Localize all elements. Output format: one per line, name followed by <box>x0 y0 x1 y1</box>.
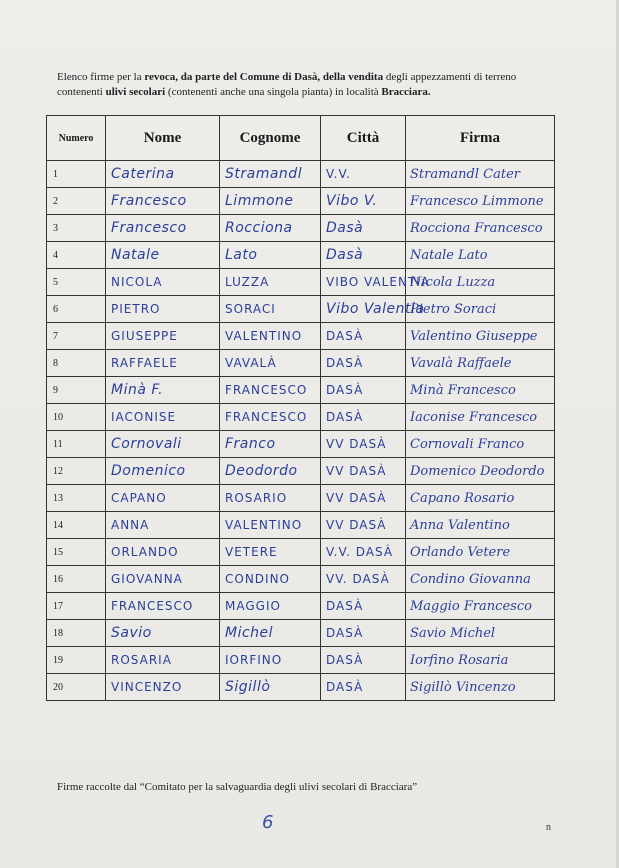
row-cognome: IORFINO <box>220 647 321 674</box>
row-number: 6 <box>47 296 106 323</box>
row-cognome: LUZZA <box>220 269 321 296</box>
row-number: 8 <box>47 350 106 377</box>
table-row <box>47 269 555 296</box>
intro-paragraph <box>57 70 557 100</box>
row-number: 3 <box>47 215 106 242</box>
signature-table <box>46 115 555 701</box>
row-nome: GIUSEPPE <box>106 323 220 350</box>
row-cognome: VALENTINO <box>220 512 321 539</box>
table-row <box>47 566 555 593</box>
table-row <box>47 323 555 350</box>
row-nome: Caterina <box>106 161 220 188</box>
row-citta: DASÀ <box>321 404 406 431</box>
intro-bold-2: ulivi secolari <box>105 86 166 98</box>
row-cognome: VETERE <box>220 539 321 566</box>
row-citta: DASÀ <box>321 377 406 404</box>
row-firma: Francesco Limmone <box>406 188 555 215</box>
row-firma: Cornovali Franco <box>406 431 555 458</box>
row-cognome: Lato <box>220 242 321 269</box>
row-nome: FRANCESCO <box>106 593 220 620</box>
table-row <box>47 431 555 458</box>
corner-mark: n <box>546 822 551 833</box>
row-firma: Domenico Deodordo <box>406 458 555 485</box>
row-number: 9 <box>47 377 106 404</box>
row-nome: NICOLA <box>106 269 220 296</box>
row-citta: VV DASÀ <box>321 458 406 485</box>
row-nome: Domenico <box>106 458 220 485</box>
row-citta: V.V. <box>321 161 406 188</box>
row-cognome: VALENTINO <box>220 323 321 350</box>
row-number: 20 <box>47 674 106 701</box>
row-firma: Iorfino Rosaria <box>406 647 555 674</box>
row-citta: VV DASÀ <box>321 485 406 512</box>
row-firma: Rocciona Francesco <box>406 215 555 242</box>
table-row <box>47 296 555 323</box>
row-cognome: FRANCESCO <box>220 404 321 431</box>
row-firma: Iaconise Francesco <box>406 404 555 431</box>
row-cognome: ROSARIO <box>220 485 321 512</box>
table-row <box>47 404 555 431</box>
row-firma: Sigillò Vincenzo <box>406 674 555 701</box>
row-citta: VV DASÀ <box>321 512 406 539</box>
table-row <box>47 647 555 674</box>
row-firma: Savio Michel <box>406 620 555 647</box>
row-nome: Natale <box>106 242 220 269</box>
row-firma: Natale Lato <box>406 242 555 269</box>
row-citta: Dasà <box>321 215 406 242</box>
row-cognome: SORACI <box>220 296 321 323</box>
row-nome: CAPANO <box>106 485 220 512</box>
row-citta: DASÀ <box>321 323 406 350</box>
table-row <box>47 539 555 566</box>
table-row <box>47 350 555 377</box>
row-number: 13 <box>47 485 106 512</box>
row-nome: ORLANDO <box>106 539 220 566</box>
header-firma: Firma <box>406 116 555 161</box>
row-citta: DASÀ <box>321 647 406 674</box>
row-cognome: Stramandl <box>220 161 321 188</box>
row-nome: Francesco <box>106 188 220 215</box>
row-nome: Francesco <box>106 215 220 242</box>
row-number: 11 <box>47 431 106 458</box>
row-firma: Stramandl Cater <box>406 161 555 188</box>
table-row <box>47 242 555 269</box>
row-cognome: VAVALÀ <box>220 350 321 377</box>
row-citta: DASÀ <box>321 350 406 377</box>
row-firma: Capano Rosario <box>406 485 555 512</box>
intro-text-2: degli appezzamenti di terreno contenenti <box>57 71 517 98</box>
intro-text-1: Elenco firme per la <box>57 71 145 83</box>
row-firma: Orlando Vetere <box>406 539 555 566</box>
row-number: 14 <box>47 512 106 539</box>
row-number: 4 <box>47 242 106 269</box>
row-cognome: FRANCESCO <box>220 377 321 404</box>
table-row <box>47 215 555 242</box>
row-nome: ROSARIA <box>106 647 220 674</box>
table-row <box>47 620 555 647</box>
table-row <box>47 674 555 701</box>
intro-text-3: (contenenti anche una singola pianta) in località <box>165 86 382 98</box>
row-citta: Vibo Valentia <box>321 296 406 323</box>
row-citta: V.V. DASÀ <box>321 539 406 566</box>
row-nome: GIOVANNA <box>106 566 220 593</box>
table-row <box>47 485 555 512</box>
row-cognome: Franco <box>220 431 321 458</box>
row-number: 2 <box>47 188 106 215</box>
row-number: 1 <box>47 161 106 188</box>
row-nome: ANNA <box>106 512 220 539</box>
table-row <box>47 377 555 404</box>
header-numero: Numero <box>47 116 106 161</box>
row-cognome: Rocciona <box>220 215 321 242</box>
row-number: 10 <box>47 404 106 431</box>
footer-note: Firme raccolte dal “Comitato per la salvaguardia degli ulivi secolari di Bracciara” <box>57 781 418 793</box>
row-firma: Nicola Luzza <box>406 269 555 296</box>
row-number: 19 <box>47 647 106 674</box>
row-number: 16 <box>47 566 106 593</box>
intro-bold-1: revoca, da parte del Comune di Dasà, della vendita <box>144 71 384 83</box>
row-cognome: Deodordo <box>220 458 321 485</box>
row-citta: DASÀ <box>321 620 406 647</box>
row-nome: IACONISE <box>106 404 220 431</box>
row-nome: Minà F. <box>106 377 220 404</box>
table-row <box>47 161 555 188</box>
row-number: 12 <box>47 458 106 485</box>
row-number: 5 <box>47 269 106 296</box>
row-firma: Anna Valentino <box>406 512 555 539</box>
row-nome: Cornovali <box>106 431 220 458</box>
table-header-row <box>47 116 555 161</box>
row-firma: Minà Francesco <box>406 377 555 404</box>
row-citta: Vibo V. <box>321 188 406 215</box>
row-firma: Maggio Francesco <box>406 593 555 620</box>
row-nome: RAFFAELE <box>106 350 220 377</box>
row-nome: PIETRO <box>106 296 220 323</box>
row-citta: DASÀ <box>321 593 406 620</box>
row-firma: Pietro Soraci <box>406 296 555 323</box>
row-citta: VV. DASÀ <box>321 566 406 593</box>
header-nome: Nome <box>106 116 220 161</box>
row-number: 18 <box>47 620 106 647</box>
table-row <box>47 458 555 485</box>
page-number: 6 <box>262 812 274 833</box>
row-cognome: Limmone <box>220 188 321 215</box>
intro-bold-3: Bracciara. <box>381 86 431 98</box>
header-citta: Città <box>321 116 406 161</box>
row-citta: DASÀ <box>321 674 406 701</box>
table-row <box>47 593 555 620</box>
row-firma: Valentino Giuseppe <box>406 323 555 350</box>
row-number: 7 <box>47 323 106 350</box>
row-cognome: Michel <box>220 620 321 647</box>
row-number: 17 <box>47 593 106 620</box>
row-nome: VINCENZO <box>106 674 220 701</box>
row-cognome: CONDINO <box>220 566 321 593</box>
row-number: 15 <box>47 539 106 566</box>
row-firma: Condino Giovanna <box>406 566 555 593</box>
row-citta: VV DASÀ <box>321 431 406 458</box>
row-nome: Savio <box>106 620 220 647</box>
row-cognome: MAGGIO <box>220 593 321 620</box>
row-citta: Dasà <box>321 242 406 269</box>
header-cognome: Cognome <box>220 116 321 161</box>
row-firma: Vavalà Raffaele <box>406 350 555 377</box>
row-citta: VIBO VALENTIA <box>321 269 406 296</box>
row-cognome: Sigillò <box>220 674 321 701</box>
table-row <box>47 188 555 215</box>
table-row <box>47 512 555 539</box>
